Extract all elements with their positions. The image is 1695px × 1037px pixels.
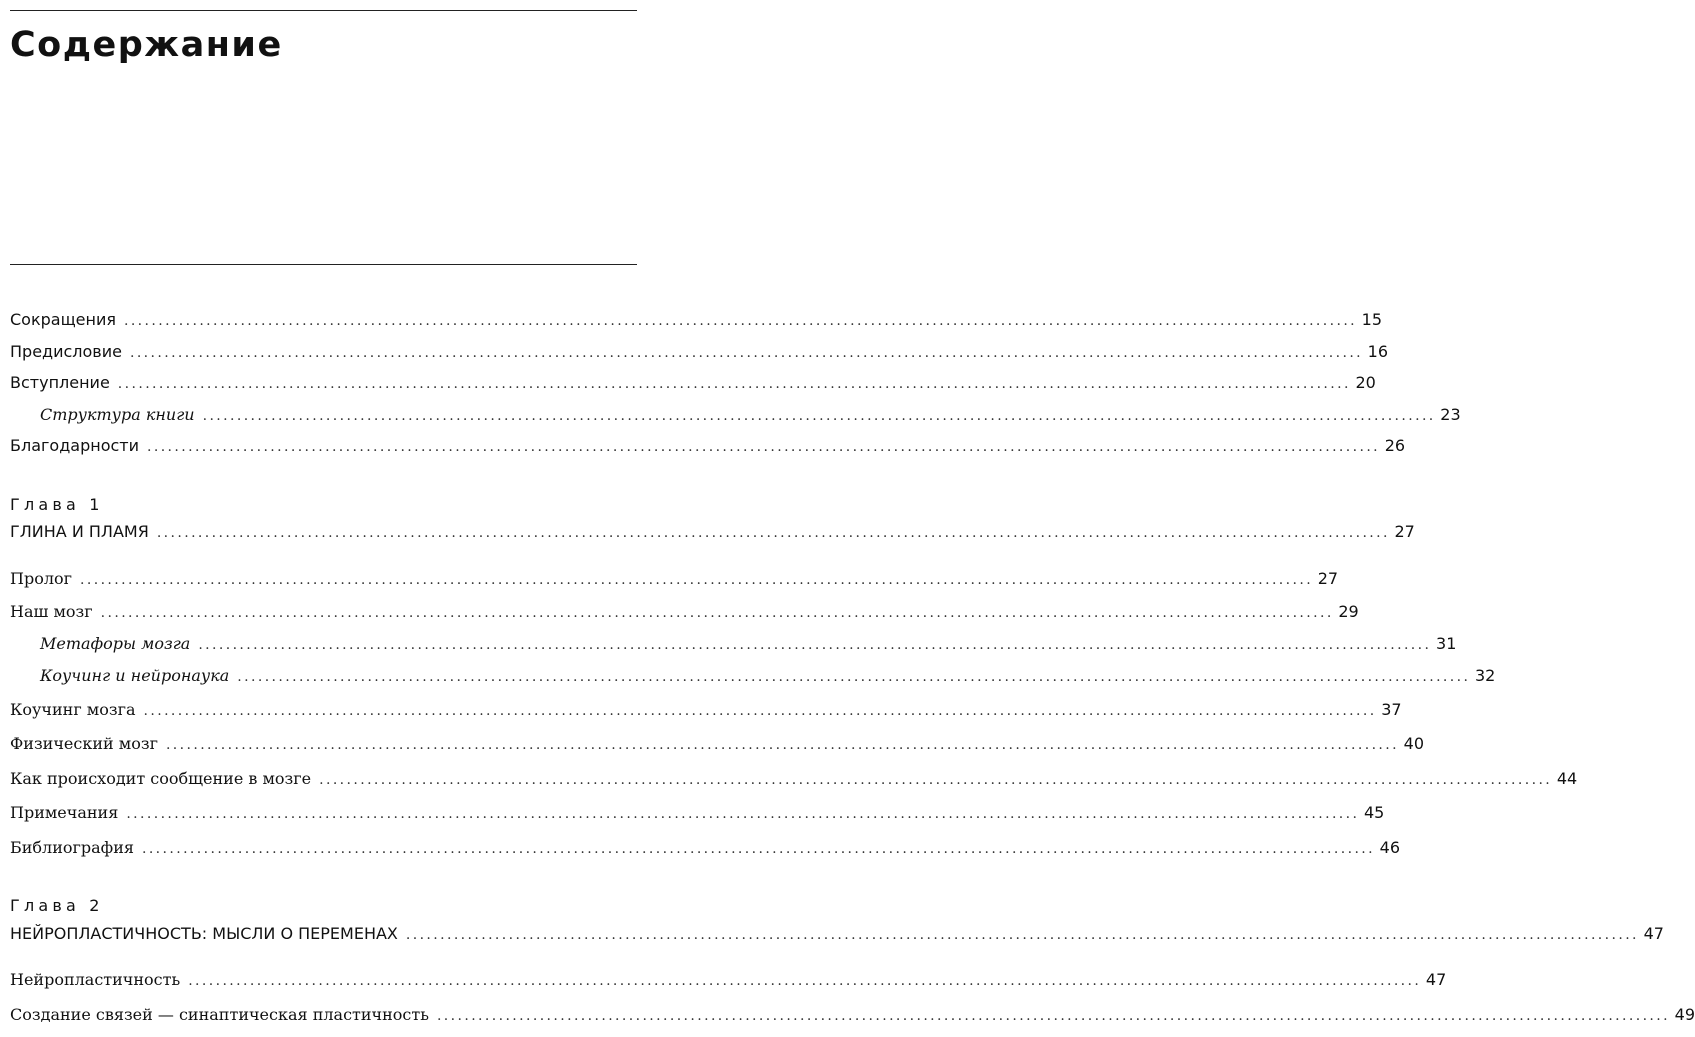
toc-entry-brain-metaphors[interactable] <box>40 634 1457 662</box>
toc-entry-label: Сокращения <box>10 310 116 329</box>
toc-entry-page: 49 <box>1674 1005 1695 1024</box>
chapter-2-heading: Глава 2 <box>10 896 104 915</box>
dot-leader: .................................................................................................................................................................................... <box>198 637 1432 653</box>
toc-entry-label: Физический мозг <box>10 734 158 753</box>
dot-leader: .................................................................................................................................................................................... <box>156 525 1390 541</box>
dot-leader: .................................................................................................................................................................................... <box>319 772 1553 788</box>
toc-entry-bibliography[interactable] <box>10 838 1401 866</box>
toc-entry-our-brain[interactable] <box>10 602 1359 630</box>
toc-entry-label: Наш мозг <box>10 602 93 621</box>
toc-entry-brain-communication[interactable] <box>10 769 1578 797</box>
toc-entry-preface[interactable] <box>10 342 1389 370</box>
toc-entry-book-structure[interactable] <box>40 405 1461 433</box>
toc-entry-synaptic-plasticity[interactable] <box>10 1005 1695 1033</box>
toc-entry-acknowledgements[interactable] <box>10 436 1406 464</box>
toc-entry-page: 44 <box>1556 769 1578 788</box>
toc-entry-page: 31 <box>1436 634 1457 653</box>
toc-entry-label: Нейропластичность <box>10 970 181 989</box>
toc-entry-label: Коучинг и нейронаука <box>40 666 230 685</box>
dot-leader: .................................................................................................................................................................................... <box>436 1008 1670 1024</box>
page-title: Содержание <box>10 25 283 65</box>
toc-entry-page: 29 <box>1338 602 1359 621</box>
dot-leader: .................................................................................................................................................................................... <box>117 376 1351 392</box>
toc-entry-page: 46 <box>1379 838 1401 857</box>
dot-leader: .................................................................................................................................................................................... <box>100 605 1334 621</box>
toc-entry-label: ГЛИНА И ПЛАМЯ <box>10 522 149 541</box>
toc-entry-introduction[interactable] <box>10 373 1376 401</box>
toc-entry-label: НЕЙРОПЛАСТИЧНОСТЬ: МЫСЛИ О ПЕРЕМЕНАХ <box>10 924 398 943</box>
toc-entry-page: 27 <box>1394 522 1415 541</box>
toc-chapter-1-title[interactable] <box>10 522 1415 550</box>
toc-entry-abbreviations[interactable] <box>10 310 1383 338</box>
toc-entry-page: 23 <box>1440 405 1461 424</box>
dot-leader: .................................................................................................................................................................................... <box>237 669 1471 685</box>
toc-entry-label: Вступление <box>10 373 110 392</box>
toc-entry-page: 47 <box>1425 970 1447 989</box>
toc-entry-label: Метафоры мозга <box>40 634 191 653</box>
dot-leader: .................................................................................................................................................................................... <box>141 841 1376 857</box>
top-rule <box>10 10 637 11</box>
dot-leader: .................................................................................................................................................................................... <box>405 927 1639 943</box>
dot-leader: .................................................................................................................................................................................... <box>129 345 1364 361</box>
toc-entry-page: 37 <box>1381 700 1402 719</box>
toc-entry-label: Создание связей — синаптическая пластичность <box>10 1005 429 1024</box>
dot-leader: .................................................................................................................................................................................... <box>143 703 1377 719</box>
title-bottom-rule <box>10 264 637 265</box>
dot-leader: .................................................................................................................................................................................... <box>147 439 1381 455</box>
toc-entry-label: Коучинг мозга <box>10 700 136 719</box>
toc-entry-label: Библиография <box>10 838 134 857</box>
toc-entry-label: Как происходит сообщение в мозге <box>10 769 312 788</box>
dot-leader: .................................................................................................................................................................................... <box>188 973 1422 989</box>
toc-entry-page: 20 <box>1355 373 1376 392</box>
toc-entry-notes[interactable] <box>10 803 1385 831</box>
toc-entry-page: 15 <box>1361 310 1383 329</box>
toc-entry-page: 40 <box>1403 734 1424 753</box>
toc-entry-page: 47 <box>1643 924 1664 943</box>
toc-entry-label: Благодарности <box>10 436 139 455</box>
toc-entry-page: 16 <box>1367 342 1389 361</box>
chapter-1-heading: Глава 1 <box>10 495 104 514</box>
toc-chapter-2-title[interactable] <box>10 924 1664 952</box>
dot-leader: .................................................................................................................................................................................... <box>202 408 1436 424</box>
toc-entry-prologue[interactable] <box>10 569 1339 597</box>
toc-entry-physical-brain[interactable] <box>10 734 1424 762</box>
toc-entry-page: 45 <box>1364 803 1385 822</box>
toc-entry-brain-coaching[interactable] <box>10 700 1402 728</box>
toc-entry-label: Предисловие <box>10 342 122 361</box>
toc-entry-page: 26 <box>1384 436 1406 455</box>
dot-leader: .................................................................................................................................................................................... <box>80 572 1314 588</box>
dot-leader: .................................................................................................................................................................................... <box>126 806 1360 822</box>
toc-entry-page: 27 <box>1317 569 1339 588</box>
dot-leader: .................................................................................................................................................................................... <box>123 313 1358 329</box>
toc-entry-label: Пролог <box>10 569 73 588</box>
toc-entry-label: Примечания <box>10 803 119 822</box>
toc-entry-label: Структура книги <box>40 405 195 424</box>
toc-entry-page: 32 <box>1474 666 1496 685</box>
toc-entry-neuroplasticity[interactable] <box>10 970 1447 998</box>
dot-leader: .................................................................................................................................................................................... <box>165 737 1399 753</box>
toc-entry-coaching-neuroscience[interactable] <box>40 666 1496 694</box>
